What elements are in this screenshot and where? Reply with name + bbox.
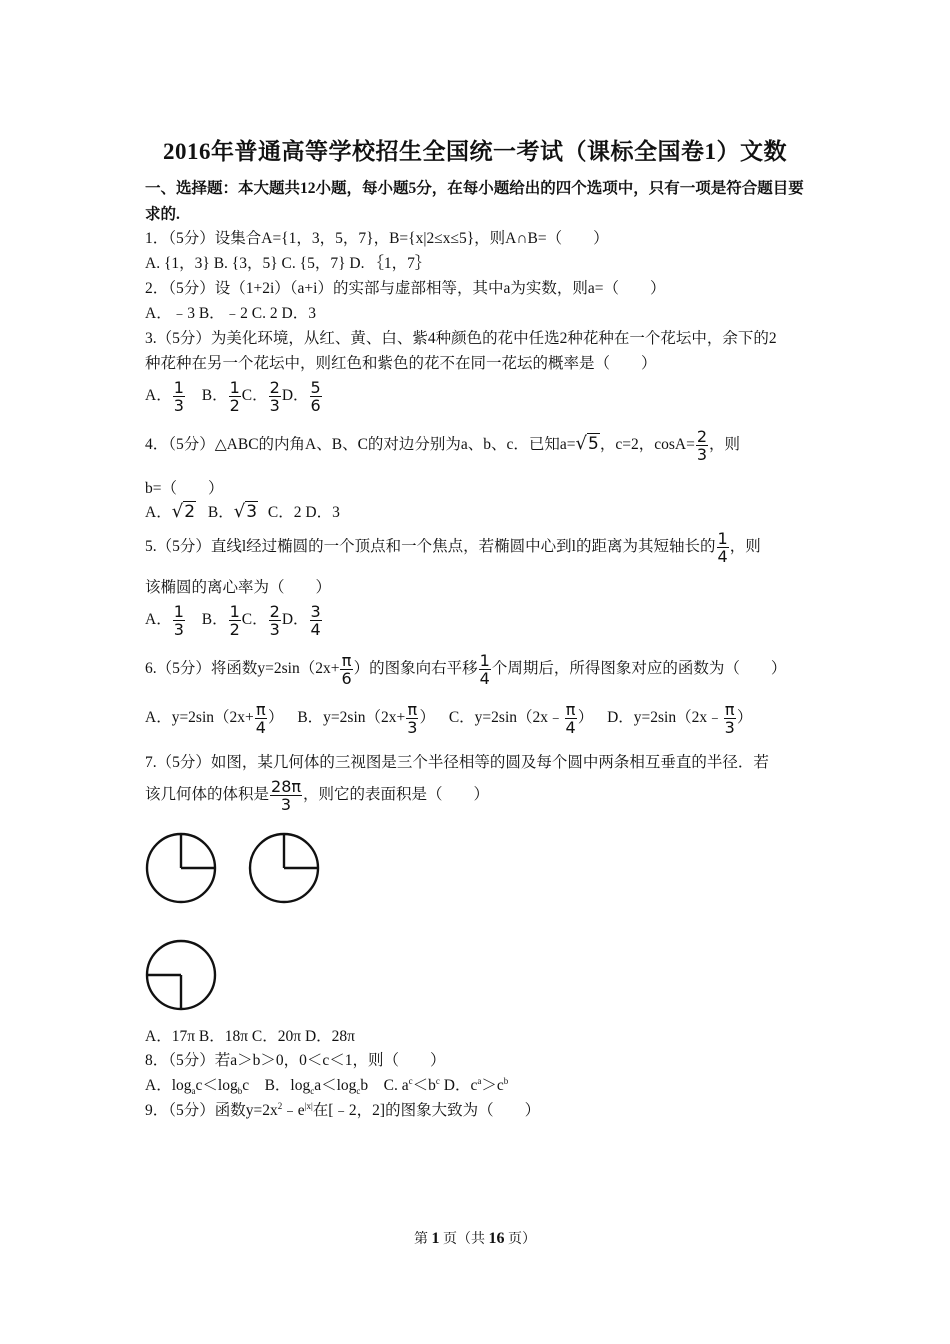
option-a-label: A． [145, 387, 172, 405]
fraction: $\frac{\pi}{3}$ [407, 700, 418, 737]
fraction: $\frac{1}{2}$ [229, 602, 240, 639]
fraction: $\frac{\pi}{3}$ [724, 700, 735, 737]
question-8-stem: 8．（5分）若a＞b＞0，0＜c＜1，则（ ） [145, 1052, 446, 1069]
question-8-options: A．$\log_ac<\log_bc$ B．$\log_ca<\log_cb$ C. $a^c<b^c$ D．$c^a>c^b$ [145, 1075, 509, 1097]
sqrt: √3 [233, 501, 258, 522]
fraction: $\frac{3}{4}$ [310, 602, 321, 639]
question-1-stem: 1．（5分）设集合A={1，3，5，7}，B={x|2≤x≤5}，则A∩B=（ ） [145, 230, 609, 247]
question-9-stem: 9．（5分）函数$y=2x^2﹣e^{|x|}$在[﹣2，2]的图象大致为（ ） [145, 1100, 541, 1119]
fraction: $\frac{\pi}{6}$ [341, 651, 352, 688]
top-view-circle [147, 941, 215, 1009]
fraction: $\frac{2}{3}$ [269, 378, 280, 415]
page-total: 16 [488, 1230, 505, 1247]
option-b-label: B． [201, 387, 228, 405]
front-view-circle [147, 834, 215, 902]
fraction: $\frac{1}{3}$ [173, 378, 184, 415]
fraction: $\frac{2}{3}$ [696, 427, 708, 464]
question-4-stem-line2: b=（ ） [145, 480, 224, 497]
option-d-label: D． [281, 387, 309, 405]
question-7-stem-line1: 7.（5分）如图，某几何体的三视图是三个半径相等的圆及每个圆中两条相互垂直的半径．若 [145, 754, 769, 771]
side-view-circle [250, 834, 318, 902]
fraction: $\frac{1}{2}$ [229, 378, 240, 415]
question-5-stem-line2: 该椭圆的离心率为（ ） [145, 579, 332, 596]
fraction: $\frac{1}{3}$ [173, 602, 184, 639]
fraction: $\frac{2}{3}$ [269, 602, 280, 639]
question-6-options: A．y=2sin（2x+ $\frac{\pi}{4}$ ） B．y=2sin（2x+ $\frac{\pi}{3}$ ） C．y=2sin（2x﹣ $\frac{\pi}{4}$ ） D．y=2sin（2x﹣ $\frac{\pi}{3}$ ） [145, 700, 753, 737]
question-3-stem-line1: 3.（5分）为美化环境，从红、黄、白、紫4种颜色的花中任选2种花种在一个花坛中，余下的2 [145, 330, 777, 347]
question-3-options [145, 379, 323, 414]
question-7-options: A．17π B．18π C．20π D．28π [145, 1028, 355, 1045]
question-1-options: A. {1，3} B. {3，5} C. {5，7} D. ｛1，7｝ [145, 255, 431, 272]
question-4-options: A．√2 B．√3 C．2 D．3 [145, 501, 340, 522]
section-heading: 一、选择题：本大题共12小题，每小题5分，在每小题给出的四个选项中，只有一项是符合题目要求的. [145, 180, 804, 223]
sqrt: √5 [575, 433, 599, 455]
question-6-stem: 6.（5分）将函数y=2sin（2x+ $\frac{\pi}{6}$ ）的图象向右平移 $\frac{1}{4}$ 个周期后，所得图象对应的函数为（ ） [145, 651, 787, 688]
option-c-label: C． [241, 387, 268, 405]
question-7-stem-line2: 该几何体的体积是 $\frac{28\pi}{3}$ ，则它的表面积是（ ） [145, 777, 490, 814]
question-2-options: A．﹣3 B．﹣2 C. 2 D．3 [145, 305, 316, 322]
fraction: $\frac{1}{4}$ [479, 651, 490, 688]
question-3-stem-line2: 种花种在另一个花坛中，则红色和紫色的花不在同一花坛的概率是（ ） [145, 355, 657, 372]
question-2-stem: 2．（5分）设（1+2i）（a+i）的实部与虚部相等，其中a为实数，则a=（ ） [145, 280, 666, 297]
fraction: $\frac{\pi}{4}$ [255, 700, 266, 737]
page-title: 2016年普通高等学校招生全国统一考试（课标全国卷1）文数 [163, 139, 787, 164]
sqrt: √2 [171, 501, 196, 522]
three-view-figure [145, 830, 345, 1020]
fraction: $\frac{28\pi}{3}$ [271, 777, 302, 814]
question-5-stem-line1: 5.（5分）直线l经过椭圆的一个顶点和一个焦点，若椭圆中心到l的距离为其短轴长的 $\frac{1}{4}$ ，则 [145, 529, 761, 566]
page-number: 1 [431, 1230, 440, 1247]
question-5-options: A． $\frac{1}{3}$ B． $\frac{1}{2}$ C． $\frac{2}{3}$ D． $\frac{3}{4}$ [145, 602, 321, 639]
fraction: $\frac{5}{6}$ [310, 378, 321, 415]
question-4-stem-line1: 4．（5分）△ABC的内角A、B、C的对边分别为a、b、c．已知a=√5，c=2，cosA= $\frac{2}{3}$ ，则 [145, 427, 741, 464]
fraction: $\frac{1}{4}$ [717, 529, 728, 566]
fraction: $\frac{\pi}{4}$ [565, 700, 576, 737]
page-footer: 第 1 页（共 16 页） [414, 1230, 536, 1247]
